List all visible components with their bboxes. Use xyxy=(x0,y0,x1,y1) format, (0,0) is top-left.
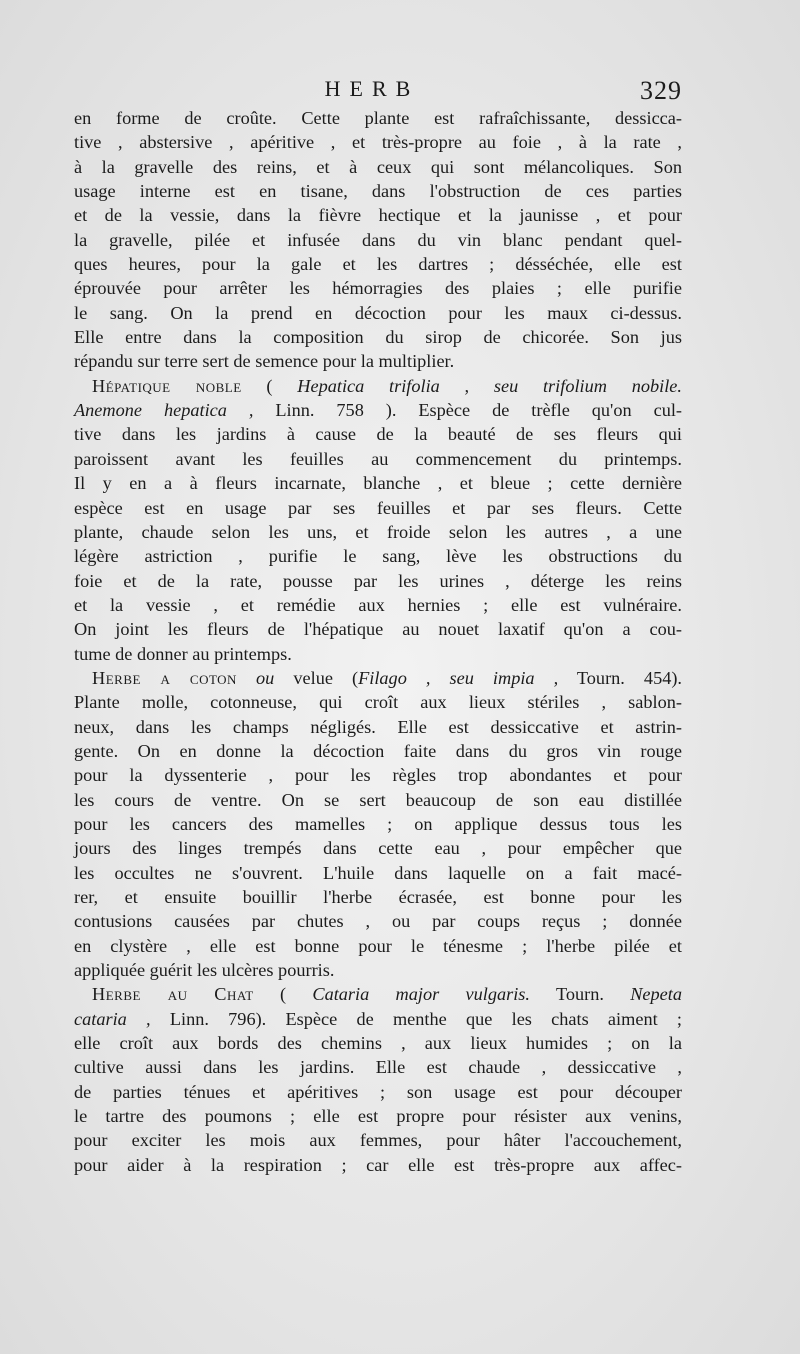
reference: Linn. 796). Espèce de menthe que les chats aiment ; xyxy=(169,1008,682,1029)
latin-name: Filago , seu impia , xyxy=(358,667,559,688)
text-line: pour les cancers des mamelles ; on applique dessus tous les xyxy=(74,813,682,834)
reference: Tourn. 454). xyxy=(576,667,683,688)
text-line: en clystère , elle est bonne pour le ténesme ; l'herbe pilée et xyxy=(74,935,682,956)
text-line: foie et de la rate, pousse par les urines , déterge les reins xyxy=(74,570,682,591)
text-line: et de la vessie, dans la fièvre hectique et la jaunisse , et pour xyxy=(74,205,682,226)
running-head: HERB xyxy=(324,76,420,101)
text-line: espèce est en usage par ses feuilles et par ses fleurs. Cette xyxy=(74,497,682,518)
text-line: pour la dyssenterie , pour les règles trop abondantes et pour xyxy=(74,765,682,786)
text-line: pour exciter les mois aux femmes, pour hâter l'accouchement, xyxy=(74,1130,682,1151)
text-line: pour aider à la respiration ; car elle est très-propre aux affec- xyxy=(74,1154,682,1175)
reference: Linn. 758 ). Espèce de trèfle qu'on cul- xyxy=(275,400,682,421)
text-line: la gravelle, pilée et infusée dans du vin blanc pendant quel- xyxy=(74,229,682,250)
page-number: 329 xyxy=(640,76,682,105)
text-line: et la vessie , et remédie aux hernies ; elle est vulnéraire. xyxy=(74,594,682,615)
latin-name: cataria , xyxy=(74,1008,151,1029)
text-line xyxy=(74,398,682,422)
text-line: neux, dans les champs négligés. Elle est dessiccative et astrin- xyxy=(74,716,682,737)
text-line: On joint les fleurs de l'hépatique au nouet laxatif qu'on a cou- xyxy=(74,619,682,640)
text-line: les cours de ventre. On se sert beaucoup de son eau distillée xyxy=(74,789,682,810)
text-line: appliquée guérit les ulcères pourris. xyxy=(74,960,335,981)
text-line: cultive aussi dans les jardins. Elle est chaude , dessiccative , xyxy=(74,1057,682,1078)
text-line: le sang. On la prend en décoction pour les maux ci-dessus. xyxy=(74,302,682,323)
latin-name: Nepeta xyxy=(630,984,682,1005)
entry-term: Hépatique noble xyxy=(92,375,242,396)
text-line: tume de donner au printemps. xyxy=(74,643,292,664)
text-line: Elle entre dans la composition du sirop de chicorée. Son jus xyxy=(74,327,682,348)
text-line: plante, chaude selon les uns, et froide selon les autres , a une xyxy=(74,521,682,542)
text-line: rer, et ensuite bouillir l'herbe écrasée, est bonne pour les xyxy=(74,887,682,907)
text-line: ques heures, pour la gale et les dartres ; désséchée, elle est xyxy=(74,254,682,275)
entry-connector: ou xyxy=(256,667,275,688)
latin-name: Cataria major vulgaris. xyxy=(312,984,530,1005)
text-line: les occultes ne s'ouvrent. L'huile dans laquelle on a fait macé- xyxy=(74,862,682,883)
text-line: le tartre des poumons ; elle est propre pour résister aux venins, xyxy=(74,1106,682,1127)
entry-heading-chat: Herbe au Chat ( Cataria major vulgaris. Tourn. Nepeta xyxy=(92,984,682,1005)
page-header xyxy=(62,76,682,104)
text-line: de parties ténues et apéritives ; son usage est pour découper xyxy=(74,1081,682,1102)
text-line: paroissent avant les feuilles au commencement du printemps. xyxy=(74,448,682,469)
latin-name: Hepatica trifolia , seu trifolium nobile. xyxy=(297,375,682,396)
text-line: elle croît aux bords des chemins , aux lieux humides ; on la xyxy=(74,1033,682,1054)
text-line xyxy=(74,1007,682,1031)
text-line: en forme de croûte. Cette plante est rafraîchissante, dessicca- xyxy=(74,108,682,128)
entry-heading-hepatique: Hépatique noble ( Hepatica trifolia , seu trifolium nobile. xyxy=(92,375,682,396)
entry-qualifier: velue ( xyxy=(293,667,359,688)
entry-heading-coton xyxy=(74,666,682,690)
text-line: à la gravelle des reins, et à ceux qui sont mélancoliques. Son xyxy=(74,156,682,177)
reference-author: Tourn. xyxy=(555,984,604,1005)
text-line: contusions causées par chutes , ou par coups reçus ; donnée xyxy=(74,911,682,932)
text-line: tive , abstersive , apéritive , et très-propre au foie , à la rate , xyxy=(74,132,682,153)
text-line: Plante molle, cotonneuse, qui croît aux lieux stériles , sablon- xyxy=(74,692,682,713)
body-text xyxy=(74,106,682,1177)
latin-name: Anemone hepatica , xyxy=(74,400,254,421)
text-line: usage interne est en tisane, dans l'obstruction de ces parties xyxy=(74,181,682,202)
text-line: gente. On en donne la décoction faite dans du gros vin rouge xyxy=(74,740,682,761)
text-line: éprouvée pour arrêter les hémorragies des plaies ; elle purifie xyxy=(74,278,682,299)
entry-term: Herbe a coton xyxy=(92,667,237,688)
text-line: légère astriction , purifie le sang, lève les obstructions du xyxy=(74,546,682,567)
text-line: tive dans les jardins à cause de la beauté de ses fleurs qui xyxy=(74,424,682,445)
entry-term: Herbe au Chat xyxy=(92,984,254,1005)
text-line: répandu sur terre sert de semence pour la multiplier. xyxy=(74,351,455,372)
text-line: jours des linges trempés dans cette eau , pour empêcher que xyxy=(74,838,682,859)
text-line: Il y en a à fleurs incarnate, blanche , et bleue ; cette dernière xyxy=(74,473,682,494)
